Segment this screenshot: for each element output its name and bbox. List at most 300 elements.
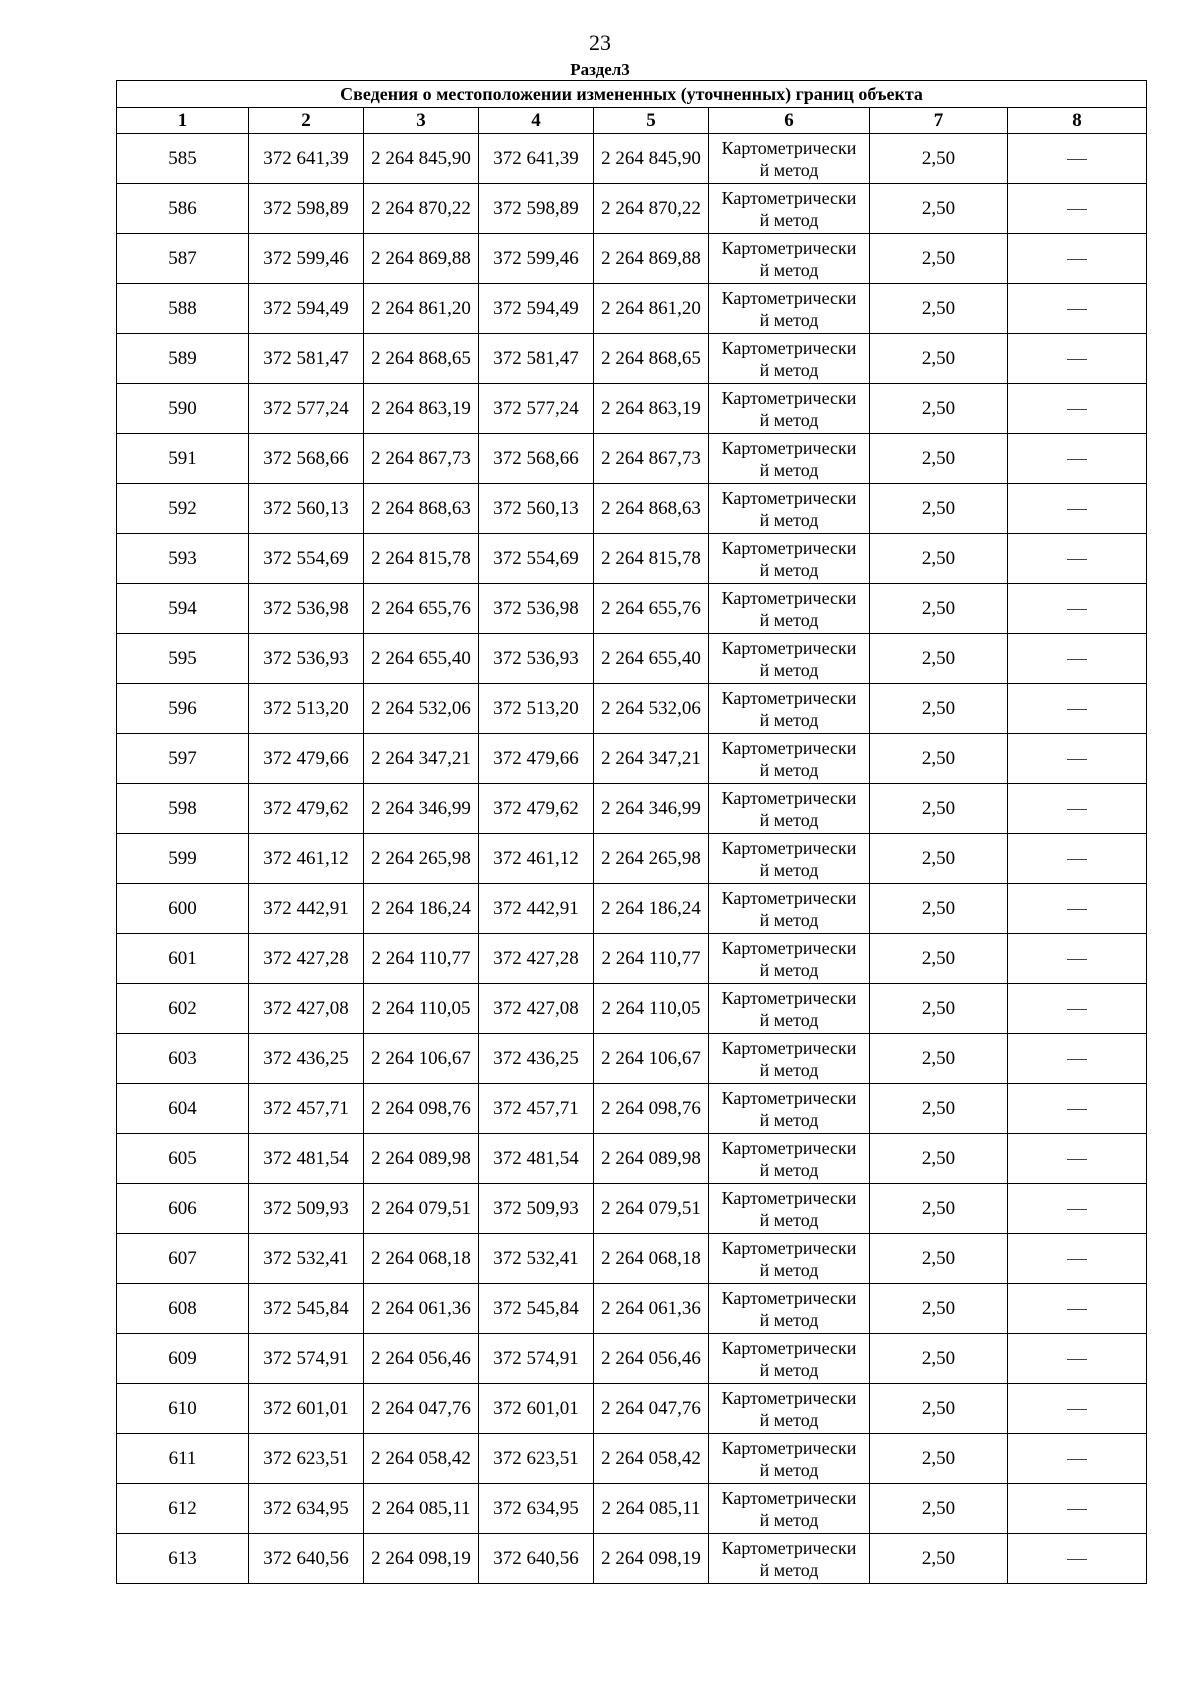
new-x-cell: 372 581,47: [479, 334, 594, 384]
accuracy-cell: 2,50: [870, 734, 1008, 784]
point-number-cell: 596: [117, 684, 249, 734]
method-line-2: й метод: [759, 209, 819, 230]
table-caption: Сведения о местоположении измененных (уточненных) границ объекта: [117, 81, 1147, 108]
old-y-cell: 2 264 110,05: [364, 984, 479, 1034]
table-row: [117, 1284, 1147, 1334]
new-y-cell: 2 264 079,51: [594, 1184, 709, 1234]
old-y-cell: 2 264 056,46: [364, 1334, 479, 1384]
point-number-cell: 598: [117, 784, 249, 834]
note-cell: [1008, 834, 1147, 884]
method-line-2: й метод: [759, 809, 819, 830]
point-number-cell: 605: [117, 1134, 249, 1184]
method-line-1: Картометрически: [721, 1337, 857, 1358]
old-x-cell: 372 532,41: [249, 1234, 364, 1284]
method-line-2: й метод: [759, 1459, 819, 1480]
new-y-cell: 2 264 845,90: [594, 134, 709, 184]
new-x-cell: 372 554,69: [479, 534, 594, 584]
new-x-cell: 372 461,12: [479, 834, 594, 884]
method-line-2: й метод: [759, 159, 819, 180]
point-number-cell: 603: [117, 1034, 249, 1084]
dash-icon: [1067, 1309, 1087, 1310]
dash-icon: [1067, 409, 1087, 410]
table-row: [117, 434, 1147, 484]
table-row: [117, 1034, 1147, 1084]
method-cell: [709, 984, 870, 1034]
new-y-cell: 2 264 265,98: [594, 834, 709, 884]
column-header: 4: [479, 108, 594, 134]
old-y-cell: 2 264 863,19: [364, 384, 479, 434]
table-row: [117, 284, 1147, 334]
note-cell: [1008, 1134, 1147, 1184]
table-row: [117, 684, 1147, 734]
method-line-2: й метод: [759, 259, 819, 280]
new-y-cell: 2 264 655,40: [594, 634, 709, 684]
dash-icon: [1067, 459, 1087, 460]
point-number-cell: 601: [117, 934, 249, 984]
method-line-2: й метод: [759, 609, 819, 630]
new-x-cell: 372 623,51: [479, 1434, 594, 1484]
method-line-2: й метод: [759, 959, 819, 980]
new-x-cell: 372 479,66: [479, 734, 594, 784]
table-row: [117, 1184, 1147, 1234]
dash-icon: [1067, 809, 1087, 810]
accuracy-cell: 2,50: [870, 1084, 1008, 1134]
old-x-cell: 372 481,54: [249, 1134, 364, 1184]
table-row: [117, 934, 1147, 984]
old-y-cell: 2 264 106,67: [364, 1034, 479, 1084]
dash-icon: [1067, 1109, 1087, 1110]
method-cell: [709, 834, 870, 884]
old-x-cell: 372 545,84: [249, 1284, 364, 1334]
new-y-cell: 2 264 863,19: [594, 384, 709, 434]
new-y-cell: 2 264 868,63: [594, 484, 709, 534]
point-number-cell: 611: [117, 1434, 249, 1484]
accuracy-cell: 2,50: [870, 384, 1008, 434]
dash-icon: [1067, 559, 1087, 560]
old-y-cell: 2 264 079,51: [364, 1184, 479, 1234]
old-x-cell: 372 457,71: [249, 1084, 364, 1134]
column-header: 2: [249, 108, 364, 134]
method-line-1: Картометрически: [721, 237, 857, 258]
old-x-cell: 372 427,28: [249, 934, 364, 984]
point-number-cell: 613: [117, 1534, 249, 1584]
note-cell: [1008, 284, 1147, 334]
accuracy-cell: 2,50: [870, 334, 1008, 384]
new-x-cell: 372 509,93: [479, 1184, 594, 1234]
method-cell: [709, 184, 870, 234]
new-x-cell: 372 481,54: [479, 1134, 594, 1184]
method-cell: [709, 1184, 870, 1234]
method-line-1: Картометрически: [721, 587, 857, 608]
new-y-cell: 2 264 110,77: [594, 934, 709, 984]
dash-icon: [1067, 909, 1087, 910]
note-cell: [1008, 1234, 1147, 1284]
method-line-2: й метод: [759, 309, 819, 330]
dash-icon: [1067, 1359, 1087, 1360]
old-x-cell: 372 427,08: [249, 984, 364, 1034]
accuracy-cell: 2,50: [870, 1534, 1008, 1584]
accuracy-cell: 2,50: [870, 984, 1008, 1034]
point-number-cell: 602: [117, 984, 249, 1034]
method-cell: [709, 1434, 870, 1484]
method-cell: [709, 534, 870, 584]
old-y-cell: 2 264 867,73: [364, 434, 479, 484]
old-y-cell: 2 264 061,36: [364, 1284, 479, 1334]
point-number-cell: 599: [117, 834, 249, 884]
method-line-2: й метод: [759, 709, 819, 730]
table-row: [117, 334, 1147, 384]
point-number-cell: 608: [117, 1284, 249, 1334]
method-cell: [709, 584, 870, 634]
accuracy-cell: 2,50: [870, 1484, 1008, 1534]
old-y-cell: 2 264 532,06: [364, 684, 479, 734]
dash-icon: [1067, 1059, 1087, 1060]
new-y-cell: 2 264 085,11: [594, 1484, 709, 1534]
point-number-cell: 609: [117, 1334, 249, 1384]
old-y-cell: 2 264 058,42: [364, 1434, 479, 1484]
table-row: [117, 634, 1147, 684]
accuracy-cell: 2,50: [870, 684, 1008, 734]
method-line-1: Картометрически: [721, 1187, 857, 1208]
method-line-2: й метод: [759, 559, 819, 580]
new-y-cell: 2 264 110,05: [594, 984, 709, 1034]
table-row: [117, 1434, 1147, 1484]
method-line-1: Картометрически: [721, 687, 857, 708]
new-y-cell: 2 264 869,88: [594, 234, 709, 284]
accuracy-cell: 2,50: [870, 1134, 1008, 1184]
point-number-cell: 612: [117, 1484, 249, 1534]
table-row: [117, 534, 1147, 584]
point-number-cell: 606: [117, 1184, 249, 1234]
old-x-cell: 372 641,39: [249, 134, 364, 184]
note-cell: [1008, 884, 1147, 934]
note-cell: [1008, 1534, 1147, 1584]
note-cell: [1008, 1184, 1147, 1234]
new-x-cell: 372 536,93: [479, 634, 594, 684]
point-number-cell: 591: [117, 434, 249, 484]
new-y-cell: 2 264 106,67: [594, 1034, 709, 1084]
old-y-cell: 2 264 265,98: [364, 834, 479, 884]
method-cell: [709, 1534, 870, 1584]
table-row: [117, 1384, 1147, 1434]
new-y-cell: 2 264 655,76: [594, 584, 709, 634]
old-x-cell: 372 513,20: [249, 684, 364, 734]
old-x-cell: 372 554,69: [249, 534, 364, 584]
method-line-1: Картометрически: [721, 937, 857, 958]
table-row: [117, 834, 1147, 884]
method-cell: [709, 784, 870, 834]
dash-icon: [1067, 1259, 1087, 1260]
method-line-1: Картометрически: [721, 1437, 857, 1458]
method-line-2: й метод: [759, 1159, 819, 1180]
new-x-cell: 372 442,91: [479, 884, 594, 934]
method-cell: [709, 1234, 870, 1284]
method-line-1: Картометрически: [721, 487, 857, 508]
new-x-cell: 372 599,46: [479, 234, 594, 284]
new-x-cell: 372 457,71: [479, 1084, 594, 1134]
old-x-cell: 372 599,46: [249, 234, 364, 284]
method-line-2: й метод: [759, 1559, 819, 1580]
method-cell: [709, 1484, 870, 1534]
new-y-cell: 2 264 868,65: [594, 334, 709, 384]
method-line-2: й метод: [759, 859, 819, 880]
coordinates-table: [116, 80, 1147, 1584]
table-row: [117, 1134, 1147, 1184]
table-body: [117, 134, 1147, 1584]
old-x-cell: 372 560,13: [249, 484, 364, 534]
note-cell: [1008, 1034, 1147, 1084]
old-y-cell: 2 264 815,78: [364, 534, 479, 584]
point-number-cell: 595: [117, 634, 249, 684]
method-line-1: Картометрически: [721, 787, 857, 808]
note-cell: [1008, 1084, 1147, 1134]
method-line-2: й метод: [759, 659, 819, 680]
point-number-cell: 589: [117, 334, 249, 384]
method-line-2: й метод: [759, 1259, 819, 1280]
old-y-cell: 2 264 089,98: [364, 1134, 479, 1184]
new-x-cell: 372 641,39: [479, 134, 594, 184]
method-line-1: Картометрически: [721, 537, 857, 558]
accuracy-cell: 2,50: [870, 1434, 1008, 1484]
method-cell: [709, 284, 870, 334]
method-cell: [709, 884, 870, 934]
dash-icon: [1067, 759, 1087, 760]
method-cell: [709, 1134, 870, 1184]
dash-icon: [1067, 1009, 1087, 1010]
accuracy-cell: 2,50: [870, 1384, 1008, 1434]
old-x-cell: 372 640,56: [249, 1534, 364, 1584]
method-line-2: й метод: [759, 1209, 819, 1230]
dash-icon: [1067, 1159, 1087, 1160]
old-y-cell: 2 264 068,18: [364, 1234, 479, 1284]
method-cell: [709, 734, 870, 784]
method-line-1: Картометрически: [721, 737, 857, 758]
point-number-cell: 593: [117, 534, 249, 584]
accuracy-cell: 2,50: [870, 584, 1008, 634]
accuracy-cell: 2,50: [870, 134, 1008, 184]
method-line-1: Картометрически: [721, 1087, 857, 1108]
method-line-2: й метод: [759, 1009, 819, 1030]
new-x-cell: 372 427,08: [479, 984, 594, 1034]
method-line-2: й метод: [759, 1059, 819, 1080]
new-x-cell: 372 532,41: [479, 1234, 594, 1284]
old-y-cell: 2 264 869,88: [364, 234, 479, 284]
old-x-cell: 372 461,12: [249, 834, 364, 884]
new-y-cell: 2 264 815,78: [594, 534, 709, 584]
point-number-cell: 592: [117, 484, 249, 534]
table-row: [117, 1234, 1147, 1284]
method-line-2: й метод: [759, 1509, 819, 1530]
method-line-2: й метод: [759, 1309, 819, 1330]
old-x-cell: 372 574,91: [249, 1334, 364, 1384]
new-y-cell: 2 264 047,76: [594, 1384, 709, 1434]
method-line-1: Картометрически: [721, 137, 857, 158]
method-line-2: й метод: [759, 409, 819, 430]
method-line-1: Картометрически: [721, 437, 857, 458]
note-cell: [1008, 934, 1147, 984]
table-row: [117, 984, 1147, 1034]
new-x-cell: 372 634,95: [479, 1484, 594, 1534]
new-x-cell: 372 574,91: [479, 1334, 594, 1384]
method-line-1: Картометрически: [721, 887, 857, 908]
method-cell: [709, 1084, 870, 1134]
table-row: [117, 1084, 1147, 1134]
dash-icon: [1067, 259, 1087, 260]
column-header: 1: [117, 108, 249, 134]
new-x-cell: 372 560,13: [479, 484, 594, 534]
method-line-2: й метод: [759, 1359, 819, 1380]
new-x-cell: 372 427,28: [479, 934, 594, 984]
method-line-1: Картометрически: [721, 1537, 857, 1558]
accuracy-cell: 2,50: [870, 934, 1008, 984]
accuracy-cell: 2,50: [870, 1184, 1008, 1234]
old-x-cell: 372 536,98: [249, 584, 364, 634]
new-y-cell: 2 264 098,76: [594, 1084, 709, 1134]
new-y-cell: 2 264 068,18: [594, 1234, 709, 1284]
note-cell: [1008, 1334, 1147, 1384]
method-cell: [709, 684, 870, 734]
note-cell: [1008, 1434, 1147, 1484]
old-x-cell: 372 594,49: [249, 284, 364, 334]
old-y-cell: 2 264 655,76: [364, 584, 479, 634]
note-cell: [1008, 234, 1147, 284]
accuracy-cell: 2,50: [870, 534, 1008, 584]
old-x-cell: 372 479,62: [249, 784, 364, 834]
method-line-1: Картометрически: [721, 637, 857, 658]
method-cell: [709, 1034, 870, 1084]
old-y-cell: 2 264 861,20: [364, 284, 479, 334]
method-line-2: й метод: [759, 459, 819, 480]
accuracy-cell: 2,50: [870, 834, 1008, 884]
table-row: [117, 584, 1147, 634]
note-cell: [1008, 134, 1147, 184]
dash-icon: [1067, 159, 1087, 160]
note-cell: [1008, 534, 1147, 584]
column-header: 3: [364, 108, 479, 134]
old-x-cell: 372 623,51: [249, 1434, 364, 1484]
accuracy-cell: 2,50: [870, 1334, 1008, 1384]
dash-icon: [1067, 1509, 1087, 1510]
method-cell: [709, 634, 870, 684]
table-row: [117, 784, 1147, 834]
new-y-cell: 2 264 867,73: [594, 434, 709, 484]
method-cell: [709, 934, 870, 984]
point-number-cell: 587: [117, 234, 249, 284]
new-y-cell: 2 264 870,22: [594, 184, 709, 234]
old-y-cell: 2 264 098,76: [364, 1084, 479, 1134]
note-cell: [1008, 684, 1147, 734]
section-title: Раздел3: [570, 60, 630, 79]
note-cell: [1008, 484, 1147, 534]
table-row: [117, 734, 1147, 784]
old-x-cell: 372 581,47: [249, 334, 364, 384]
method-line-2: й метод: [759, 1109, 819, 1130]
new-x-cell: 372 479,62: [479, 784, 594, 834]
old-y-cell: 2 264 655,40: [364, 634, 479, 684]
accuracy-cell: 2,50: [870, 184, 1008, 234]
accuracy-cell: 2,50: [870, 1034, 1008, 1084]
dash-icon: [1067, 609, 1087, 610]
dash-icon: [1067, 1409, 1087, 1410]
dash-icon: [1067, 1209, 1087, 1210]
old-x-cell: 372 601,01: [249, 1384, 364, 1434]
method-cell: [709, 434, 870, 484]
new-y-cell: 2 264 098,19: [594, 1534, 709, 1584]
point-number-cell: 610: [117, 1384, 249, 1434]
note-cell: [1008, 184, 1147, 234]
column-header: 6: [709, 108, 870, 134]
dash-icon: [1067, 509, 1087, 510]
note-cell: [1008, 634, 1147, 684]
dash-icon: [1067, 709, 1087, 710]
old-x-cell: 372 479,66: [249, 734, 364, 784]
old-x-cell: 372 536,93: [249, 634, 364, 684]
old-y-cell: 2 264 085,11: [364, 1484, 479, 1534]
method-line-1: Картометрически: [721, 837, 857, 858]
old-y-cell: 2 264 186,24: [364, 884, 479, 934]
dash-icon: [1067, 959, 1087, 960]
accuracy-cell: 2,50: [870, 234, 1008, 284]
method-line-1: Картометрически: [721, 1387, 857, 1408]
new-x-cell: 372 601,01: [479, 1384, 594, 1434]
method-cell: [709, 384, 870, 434]
accuracy-cell: 2,50: [870, 884, 1008, 934]
accuracy-cell: 2,50: [870, 784, 1008, 834]
note-cell: [1008, 734, 1147, 784]
column-header-row: [117, 108, 1147, 134]
point-number-cell: 590: [117, 384, 249, 434]
method-line-1: Картометрически: [721, 1287, 857, 1308]
new-y-cell: 2 264 186,24: [594, 884, 709, 934]
method-cell: [709, 484, 870, 534]
note-cell: [1008, 984, 1147, 1034]
point-number-cell: 588: [117, 284, 249, 334]
new-x-cell: 372 640,56: [479, 1534, 594, 1584]
note-cell: [1008, 334, 1147, 384]
method-line-1: Картометрически: [721, 987, 857, 1008]
new-y-cell: 2 264 089,98: [594, 1134, 709, 1184]
old-y-cell: 2 264 110,77: [364, 934, 479, 984]
old-y-cell: 2 264 845,90: [364, 134, 479, 184]
old-x-cell: 372 577,24: [249, 384, 364, 434]
method-line-1: Картометрически: [721, 1037, 857, 1058]
new-y-cell: 2 264 347,21: [594, 734, 709, 784]
accuracy-cell: 2,50: [870, 1284, 1008, 1334]
page-number: 23: [589, 30, 611, 55]
accuracy-cell: 2,50: [870, 284, 1008, 334]
old-x-cell: 372 568,66: [249, 434, 364, 484]
old-y-cell: 2 264 868,65: [364, 334, 479, 384]
old-y-cell: 2 264 098,19: [364, 1534, 479, 1584]
method-line-1: Картометрически: [721, 387, 857, 408]
old-x-cell: 372 634,95: [249, 1484, 364, 1534]
old-x-cell: 372 598,89: [249, 184, 364, 234]
method-cell: [709, 234, 870, 284]
note-cell: [1008, 1484, 1147, 1534]
method-cell: [709, 1384, 870, 1434]
method-line-1: Картометрически: [721, 1237, 857, 1258]
table-row: [117, 1484, 1147, 1534]
column-header: 8: [1008, 108, 1147, 134]
table-row: [117, 1334, 1147, 1384]
method-line-1: Картометрически: [721, 287, 857, 308]
new-y-cell: 2 264 861,20: [594, 284, 709, 334]
point-number-cell: 600: [117, 884, 249, 934]
dash-icon: [1067, 359, 1087, 360]
new-y-cell: 2 264 532,06: [594, 684, 709, 734]
method-line-2: й метод: [759, 759, 819, 780]
old-y-cell: 2 264 347,21: [364, 734, 479, 784]
